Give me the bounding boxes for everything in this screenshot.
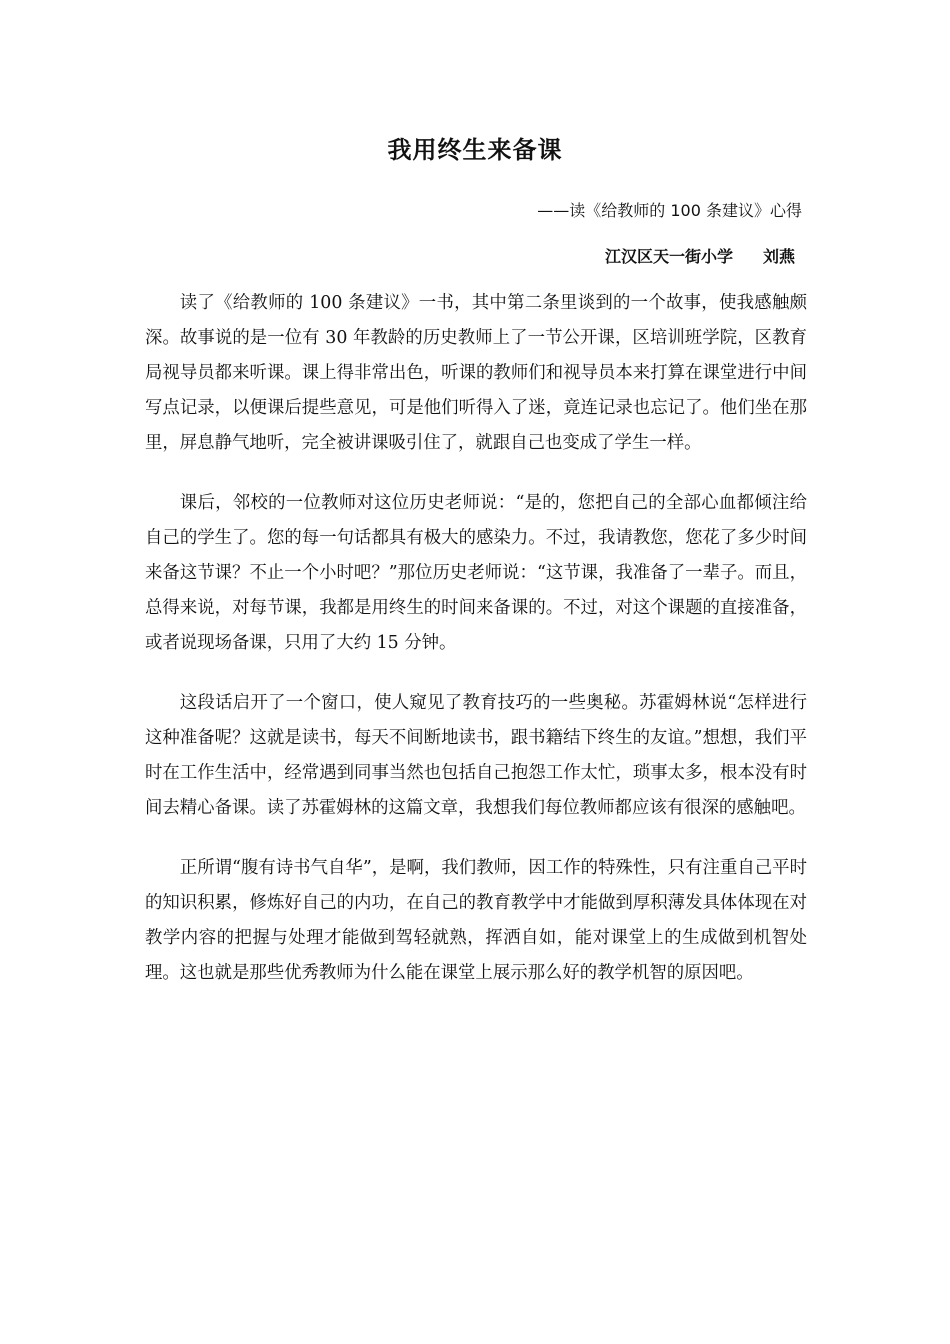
paragraph-4: 正所谓“腹有诗书气自华”，是啊，我们教师，因工作的特殊性，只有注重自己平时的知识积累，修炼好自己的内功，在自己的教育教学中才能做到厚积薄发具体体现在对教学内容的把握与处理才能做到驾轻就熟，挥洒自如，能对课堂上的生成做到机智处理。这也就是那些优秀教师为什么能在课堂上展示那么好的教学机智的原因吧。 <box>145 858 807 983</box>
author-school: 江汉区天一街小学 <box>604 247 733 266</box>
author-name: 刘燕 <box>762 247 795 266</box>
author-line <box>605 244 795 270</box>
paragraph-3: 这段话启开了一个窗口，使人窥见了教育技巧的一些奥秘。苏霍姆林说“怎样进行这种准备呢？这就是读书，每天不间断地读书，跟书籍结下终生的友谊。”想想，我们平时在工作生活中，经常遇到同事当然也包括自己抱怨工作太忙，琐事太多，根本没有时间去精心备课。读了苏霍姆林的这篇文章，我想我们每位教师都应该有很深的感触吧。 <box>145 693 807 818</box>
article-body <box>145 286 807 1016</box>
page-title: 我用终生来备课 <box>387 136 563 164</box>
page-subtitle: ——读《给教师的 100 条建议》心得 <box>537 201 802 220</box>
paragraph-1: 读了《给教师的 100 条建议》一书，其中第二条里谈到的一个故事，使我感触颇深。故事说的是一位有 30 年教龄的历史教师上了一节公开课，区培训班学院，区教育局视导员都来听课。课上得非常出色，听课的教师们和视导员本来打算在课堂进行中间写点记录，以便课后提些意见，可是他们听得入了迷，竟连记录也忘记了。他们坐在那里，屏息静气地听，完全被讲课吸引住了，就跟自己也变成了学生一样。 <box>145 293 807 453</box>
paragraph-2: 课后，邻校的一位教师对这位历史老师说：“是的，您把自己的全部心血都倾注给自己的学生了。您的每一句话都具有极大的感染力。不过，我请教您，您花了多少时间来备这节课？不止一个小时吧？”那位历史老师说：“这节课，我准备了一辈子。而且，总得来说，对每节课，我都是用终生的时间来备课的。不过，对这个课题的直接准备，或者说现场备课，只用了大约 15 分钟。 <box>145 493 807 653</box>
